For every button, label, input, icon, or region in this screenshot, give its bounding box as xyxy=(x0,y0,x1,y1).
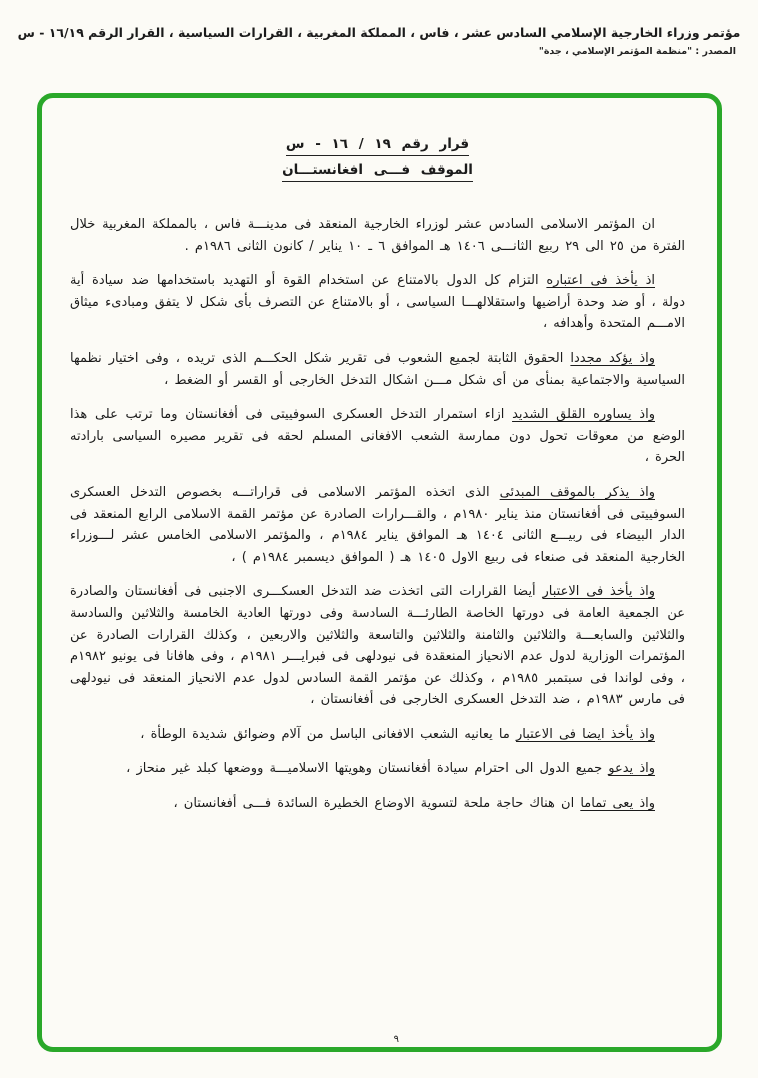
resolution-subject-text: الموقف فـــى افغانستـــان xyxy=(282,162,473,182)
paragraph-text: ازاء استمرار التدخل العسكرى السوفييتى فى أفغانستان وما ترتب على هذا الوضع من معوقات تحول دون ممارسة الشعب الافغانى المسلم لحقه فى تقرير مصيره السياسى بارادته الحرة ، xyxy=(70,407,685,466)
resolution-number-text: قرار رقم ١٩ / ١٦ - س xyxy=(286,136,469,156)
paragraph-lead: واذ يذكر بالموقف المبدئى xyxy=(499,484,655,500)
resolution-paragraph xyxy=(70,404,685,469)
resolution-paragraph xyxy=(70,214,685,257)
resolution-subject-title xyxy=(70,162,685,178)
paragraph-text: أيضا القرارات التى اتخذت ضد التدخل العسكـــرى الاجنبى فى أفغانستان والصادرة عن الجمعية العامة فى دورتها الخاصة الطارئـــة السادسة وفى دورتها العادية الخامسة والثلاثين والسادسة والثلاثين والسابعـــة والثلاثين والثامنة والثلاثين والتاسعة والثلاثين والاربعين ، وكذلك القرارات الصادرة عن المؤتمرات الوزارية لدول عدم الانحياز المنعقدة فى نيودلهى فى فبرايـــر ١٩٨١م ، وفى هافانا فى يونيو ١٩٨٢م ، وفى لواندا فى سبتمبر ١٩٨٥م ، وكذلك عن مؤتمر القمة السادس لدول عدم الانحياز المنعقد فى نيودلهى فى مارس ١٩٨٣م ، ضد التدخل العسكرى الخارجى فى أفغانستان ، xyxy=(70,584,685,708)
paragraph-text: ان هناك حاجة ملحة لتسوية الاوضاع الخطيرة السائدة فـــى أفغانستان ، xyxy=(173,796,581,812)
resolution-paragraph xyxy=(70,270,685,335)
resolution-paragraph xyxy=(70,793,685,815)
resolution-paragraph xyxy=(70,482,685,568)
paragraph-text: الحقوق الثابتة لجميع الشعوب فى تقرير شكل الحكـــم الذى تريده ، وفى اختيار نظمها السياسية والاجتماعية بمنأى من أى شكل مـــن اشكال التدخل الخارجى أو القسر أو الضغط ، xyxy=(70,350,685,388)
resolution-paragraph xyxy=(70,348,685,391)
paragraph-lead: اذ يأخذ فى اعتباره xyxy=(546,273,655,289)
paragraph-lead: واذ يأخذ ايضا فى الاعتبار xyxy=(515,726,655,742)
paragraph-text: ان المؤتمر الاسلامى السادس عشر لوزراء الخارجية المنعقد فى مدينـــة فاس ، بالمملكة المغربية خلال الفترة من ٢٥ الى ٢٩ ربيع الثانـــى ١٤٠٦ هـ الموافق ٦ ـ ١٠ يناير / كانون الثانى ١٩٨٦م . xyxy=(70,217,685,254)
paragraph-lead: واذ يأخذ فى الاعتبار xyxy=(542,584,655,600)
document-header: مؤتمر وزراء الخارجية الإسلامي السادس عشر ، فاس ، المملكة المغربية ، القرارات السياسية ، القرار الرقم ١٦/١٩ - س xyxy=(17,25,741,40)
resolution-body xyxy=(70,214,685,815)
resolution-number-title xyxy=(70,136,685,152)
paragraph-lead: واذ يساوره القلق الشديد xyxy=(512,407,655,423)
resolution-frame xyxy=(37,93,722,1052)
resolution-title-block xyxy=(70,136,685,178)
resolution-paragraph xyxy=(70,581,685,711)
paragraph-text: التزام كل الدول بالامتناع عن استخدام القوة أو التهديد باستخدامها ضد سيادة أية دولة ، أو ضد وحدة أراضيها واستقلالهـــا السياسى ، أو بالامتناع عن التصرف بأى شكل لا يتفق ومبادىء ميثاق الامـــم المتحدة وأهدافه ، xyxy=(70,273,685,332)
paragraph-lead: واذ يعى تماما xyxy=(580,796,655,812)
resolution-paragraph xyxy=(70,758,685,780)
paragraph-text: ما يعانيه الشعب الافغانى الباسل من آلام وضوائق شديدة الوطأة ، xyxy=(140,726,516,742)
source-caption: المصدر : "منظمة المؤتمر الإسلامي ، جدة" xyxy=(538,46,736,57)
page-number-mark: ٩ xyxy=(393,1034,399,1045)
paragraph-text: الذى اتخذه المؤتمر الاسلامى فى قراراتـــه بخصوص التدخل العسكرى السوفييتى فى أفغانستان منذ يناير ١٩٨٠م ، والقـــرارات الصادرة عن مؤتمر القمة الاسلامى الرابع المنعقد فى الدار البيضاء فى ربيـــع الثانى ١٤٠٤ هـ الموافق يناير ١٩٨٤م ، والمؤتمر الاسلامى الخامس عشر لـــوزراء الخارجية المنعقد فى صنعاء فى ربيع الاول ١٤٠٥ هـ ( الموافق ديسمبر ١٩٨٤م ) ، xyxy=(70,484,685,565)
paragraph-lead: واذ يدعو xyxy=(608,761,655,777)
paragraph-lead: واذ يؤكد مجددا xyxy=(570,350,655,366)
paragraph-text: جميع الدول الى احترام سيادة أفغانستان وهويتها الاسلاميـــة ووضعها كبلد غير منحاز ، xyxy=(126,761,609,777)
resolution-paragraph xyxy=(70,724,685,746)
